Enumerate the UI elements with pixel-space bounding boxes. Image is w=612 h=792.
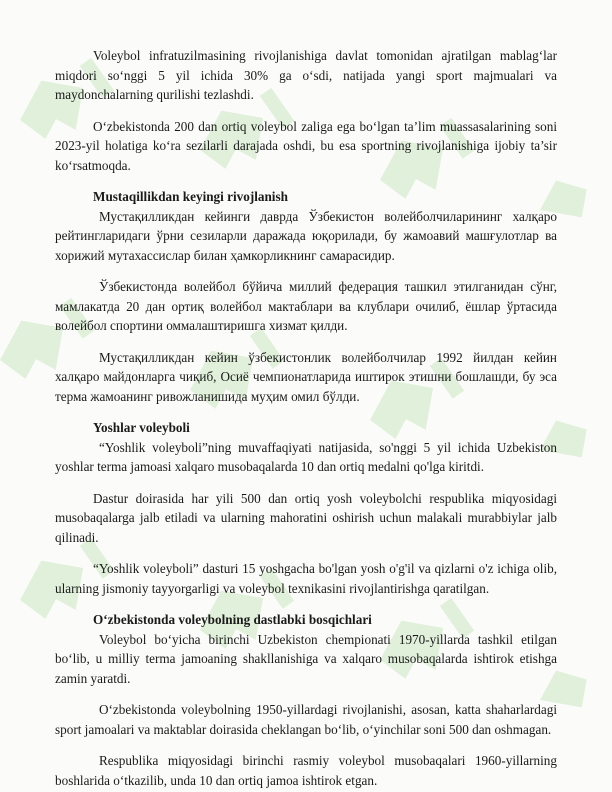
paragraph: “Yoshlik voleyboli”ning muvaffaqiyati natijasida, so'nggi 5 yil ichida Uzbekiston yoshlar terma jamoasi xalqaro musobaqalarda 10 dan ortiq medalni qo'lga kiritdi. [55,439,557,474]
section-heading: O‘zbekistonda voleybolning dastlabki bosqichlari [93,612,372,627]
paragraph: “Yoshlik voleyboli” dasturi 15 yoshgacha bo'lgan yosh o'g'il va qizlarni o'z ichiga olib, ularning jismoniy tayyorgarligi va voleybol texnikasini rivojlantirishga qaratilgan. [55,561,557,596]
section-heading: Mustaqillikdan keyingi rivojlanish [93,189,288,204]
paragraph: Мустақилликдан кейинги даврда Ўзбекистон волейболчиларининг халқаро рейтингларидаги ўрни сезиларли даражада юқорилади, бу жамоавий машғулотлар ва хорижий мутахассислар билан ҳамкорликнинг самарасидир. [55,208,557,263]
paragraph: O‘zbekistonda 200 dan ortiq voleybol zaliga ega bo‘lgan ta’lim muassasalarining soni 2023-yil holatiga ko‘ra sezilarli darajada oshdi, bu esa sportning rivojlanishiga ijobiy ta’sir ko‘rsatmoqda. [55,118,557,173]
paragraph: Respublika miqyosidagi birinchi rasmiy voleybol musobaqalari 1960-yillarning boshlarida o‘tkazilib, unda 10 dan ortiq jamoa ishtirok etgan. [55,753,557,788]
paragraph: Мустақилликдан кейин ўзбекистонлик волейболчилар 1992 йилдан кейин халқаро майдонларга чиқиб, Осиё чемпионатларида иштирок этишни бошлашди, бу эса терма жамоанинг ривожланишида муҳим омил бўлди. [55,349,557,404]
paragraph: Ўзбекистонда волейбол бўйича миллий федерация ташкил этилганидан сўнг, мамлакатда 20 дан ортиқ волейбол мактаблари ва клублари очилиб, ёшлар ўртасида волейбол спортини оммалаштиришга хизмат қилди. [55,279,557,333]
paragraph: Dastur doirasida har yili 500 dan ortiq yosh voleybolchi respublika miqyosidagi musobaqalarga jalb etiladi va ularning mahoratini oshirish uchun malakali murabbiylar jalb qilinadi. [55,490,557,545]
paragraph: O‘zbekistonda voleybolning 1950-yillardagi rivojlanishi, asosan, katta shaharlardagi sport jamoalari va maktablar doirasida cheklangan bo‘lib, o‘yinchilar soni 500 dan oshmagan. [55,702,557,737]
document-body [55,46,557,790]
paragraph: Voleybol bo‘yicha birinchi Uzbekiston chempionati 1970-yillarda tashkil etilgan bo‘lib, u milliy terma jamoaning shakllanishiga va xalqaro musobaqalarda ishtirok etishga zamin yaratdi. [55,631,557,686]
section-heading: Yoshlar voleyboli [93,420,190,435]
paragraph: Voleybol infratuzilmasining rivojlanishiga davlat tomonidan ajratilgan mablag‘lar miqdori so‘nggi 5 yil ichida 30% ga o‘sdi, natijada yangi sport majmualari va maydonchalarning qurilishi tezlashdi. [55,48,557,102]
